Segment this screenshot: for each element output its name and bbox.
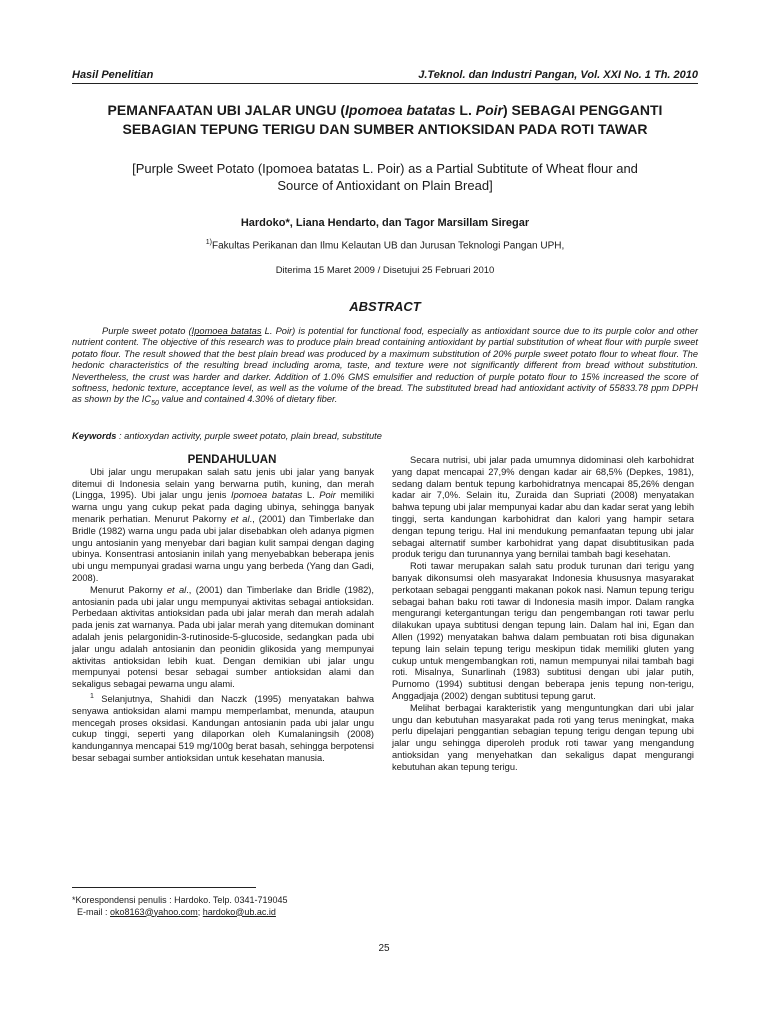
keywords	[72, 431, 698, 441]
author-affiliation: $^{1)}$Fakultas Perikanan dan Ilmu Kelautan UB dan Jurusan Teknologi Pangan UPH,	[205, 239, 565, 252]
section-label: Hasil Penelitian	[72, 69, 154, 81]
left-column	[72, 455, 374, 765]
running-header	[72, 69, 698, 84]
article-title-english: [Purple Sweet Potato (Ipomoea batatas L. Poir) as a Partial Subtitute of Wheat flour and Source of Antioxidant on Plain Bread]	[132, 161, 638, 193]
abstract-heading: ABSTRACT	[349, 299, 421, 314]
article-title: PEMANFAATAN UBI JALAR UNGU (Ipomoea batatas L. Poir) SEBAGAI PENGGANTI SEBAGIAN TEPUNG TERIGU DAN SUMBER ANTIOKSIDAN PADA ROTI TAWAR	[107, 102, 663, 137]
right-paragraph-2: Roti tawar merupakan salah satu produk turunan dari terigu yang banyak dikonsumsi oleh masyarakat Indonesia khususnya masyarakat perkotaan sebagai pengganti makanan pokok nasi. Namun tepung terigu sebagai bahan baku roti tawar di Indonesia masih impor. Dalam rangka mengurangi ketergantungan terigu dan pengembangan roti tawar perlu dilakukan upaya subtitusi dengan tepung lain. Dalam hal ini, Egan dan Allen (1992) menyatakan bahwa dalam pembuatan roti bisa digunakan tepung lain selain tepung terigu meskipun tidak memiliki gluten yang cukup untuk mengembangkan roti, namun mempunyai nilai tambah bagi roti. Misalnya, Sunarlinah (1983) subtitusi dengan ubi jalar putih, Purnomo (1994) subtitusi dengan beberapa jenis tepung non-terigu, Anggadjaja (2002) dengan subtitusi tepung garut.	[392, 561, 694, 701]
email-link-ub[interactable]: hardoko@ub.ac.id	[202, 906, 276, 917]
intro-paragraph-2: Menurut Pakorny et al., (2001) dan Timberlake dan Bridle (1982), antosianin pada ubi jalar ungu mempunyai aktivitas sebagai antioksidan. Perbedaan aktivitas antioksidan pada ubi jalar merah dan merah adalah pada jenis zat warnanya. Pada ubi jalar merah yang ditemukan dominant adalah jenis pelargonidin-3-rutinoside-5-glucoside, sedangkan pada ubi jalar ungu adalah antosianin dan peonidin glikosida yang mempunyai aktivitas antioksidan lebih kuat. Dengan demikian ubi jalar ungu mempunyai potensi besar sebagai sumber antioksidan alami dan sekaligus sebagai pewarna ungu alami.	[72, 584, 374, 690]
keywords-label: Keywords	[72, 431, 117, 441]
intro-paragraph-1: Ubi jalar ungu merupakan salah satu jenis ubi jalar yang banyak ditemui di Indonesia selain yang berwarna putih, kuning, dan merah (Lingga, 1995). Ubi jalar ungu jenis Ipomoea batatas L. Poir memiliki warna ungu yang cukup pekat pada daging ubinya, sehingga banyak menarik perhatian. Menurut Pakorny et al., (2001) dan Timberlake dan Bridle (1982) warna ungu pada ubi jalar disebabkan oleh adanya pigmen ungu antosianin yang menyebar dari bagian kulit sampai dengan daging ubinya. Konsentrasi antosianin inilah yang menyebabkan beberapa jenis ubi ungu mempunyai gradasi warna ungu yang berbeda (Yang dan Gadi, 2008).	[72, 466, 375, 583]
footnote-divider	[72, 887, 256, 888]
received-accepted-dates: Diterima 15 Maret 2009 / Disetujui 25 Februari 2010	[275, 265, 495, 276]
right-column	[392, 455, 694, 774]
section-heading-introduction: PENDAHULUAN	[187, 454, 277, 466]
footnote-email-line: E-mail : oko8163@yahoo.com; hardoko@ub.ac.id	[77, 906, 276, 917]
right-paragraph-1: Secara nutrisi, ubi jalar pada umumnya didominasi oleh karbohidrat yang dapat mencapai 27,9% dengan kadar air 68,5% (Depkes, 1981), sedang dalam bentuk tepung karbohidratnya mencapai 85,26% dengan kadar air 7,0%. Selain itu, Zuraida dan Supriati (2008) menyatakan bahwa tepung ubi jalar mempunyai kadar abu dan kadar serat yang lebih tinggi, serta kandungan karbohidrat dan kalori yang hampir setara dengan tepung terigu. Hal ini mendukung pemanfaatan tepung ubi jalar sebagai alternatif sumber karbohidrat yang dapat disubtitusikan pada produk terigu dan turunannya yang bernilai tambah bagi kesehatan.	[392, 455, 694, 560]
correspondence-footnote	[72, 895, 374, 918]
abstract-paragraph: Purple sweet potato (Ipomoea batatas L. Poir) is potential for functional food, especially as antioxidant source due to its purple color and other nutrient content. The objective of this research was to produce plain bread containing antioxidant by partial substitution of wheat flour with purple sweet potato flour. The result showed that the best plain bread was produced by a maximum substitution of 20% purple sweet potato flour to wheat flour. The hedonic characteristics of the resulting bread including aroma, taste, and texture were not significantly different from bread without substitution. Nevertheless, the crust was harder and darker. Addition of 1.0% GMS emulsifier and reduction of purple potato flour to 15% increased the score of softness, hedonic texture, acceptance level, as well as the volume of the bread. The substituted bread had antioxidant activity of 55833.78 ppm DPPH as shown by the $IC_{50}$ value and contained 4.30% of dietary fiber.	[72, 326, 698, 408]
footnote-correspondence-line: *Korespondensi penulis : Hardoko. Telp. 0341-719045	[72, 895, 288, 905]
keywords-text: : antioxydan activity, purple sweet potato, plain bread, substitute	[116, 431, 382, 441]
page-number: 25	[378, 943, 390, 954]
abstract-body	[72, 326, 698, 410]
intro-paragraph-3: $^1$ Selanjutnya, Shahidi dan Naczk (1995) menyatakan bahwa senyawa antioksidan alami mampu memperlambat, menunda, ataupun mencegah proses oksidasi. Kandungan antosianin pada ubi jalar ungu cukup tinggi, seperti yang dilaporkan oleh Kumalaningsih (2008) kandungannya mencapai 519 mg/100g berat basah, sehingga berpotensi besar sebagai sumber antioksidan untuk kesehatan manusia.	[72, 692, 374, 764]
author-list: Hardoko*, Liana Hendarto, dan Tagor Marsillam Siregar	[240, 217, 530, 229]
email-link-yahoo[interactable]: oko8163@yahoo.com	[110, 906, 198, 917]
right-paragraph-3: Melihat berbagai karakteristik yang menguntungkan dari ubi jalar ungu dan kebutuhan masyarakat pada roti yang terus meningkat, maka perlu dipelajari penggantian sebagian tepung terigu dengan tepung ubi jalar ungu sehingga diperoleh produk roti tawar yang mengandung antioksidan yang menyehatkan dan sekaligus dapat mengurangi kebutuhan akan tepung terigu.	[392, 702, 694, 772]
journal-citation: J.Teknol. dan Industri Pangan, Vol. XXI No. 1 Th. 2010	[418, 69, 698, 81]
